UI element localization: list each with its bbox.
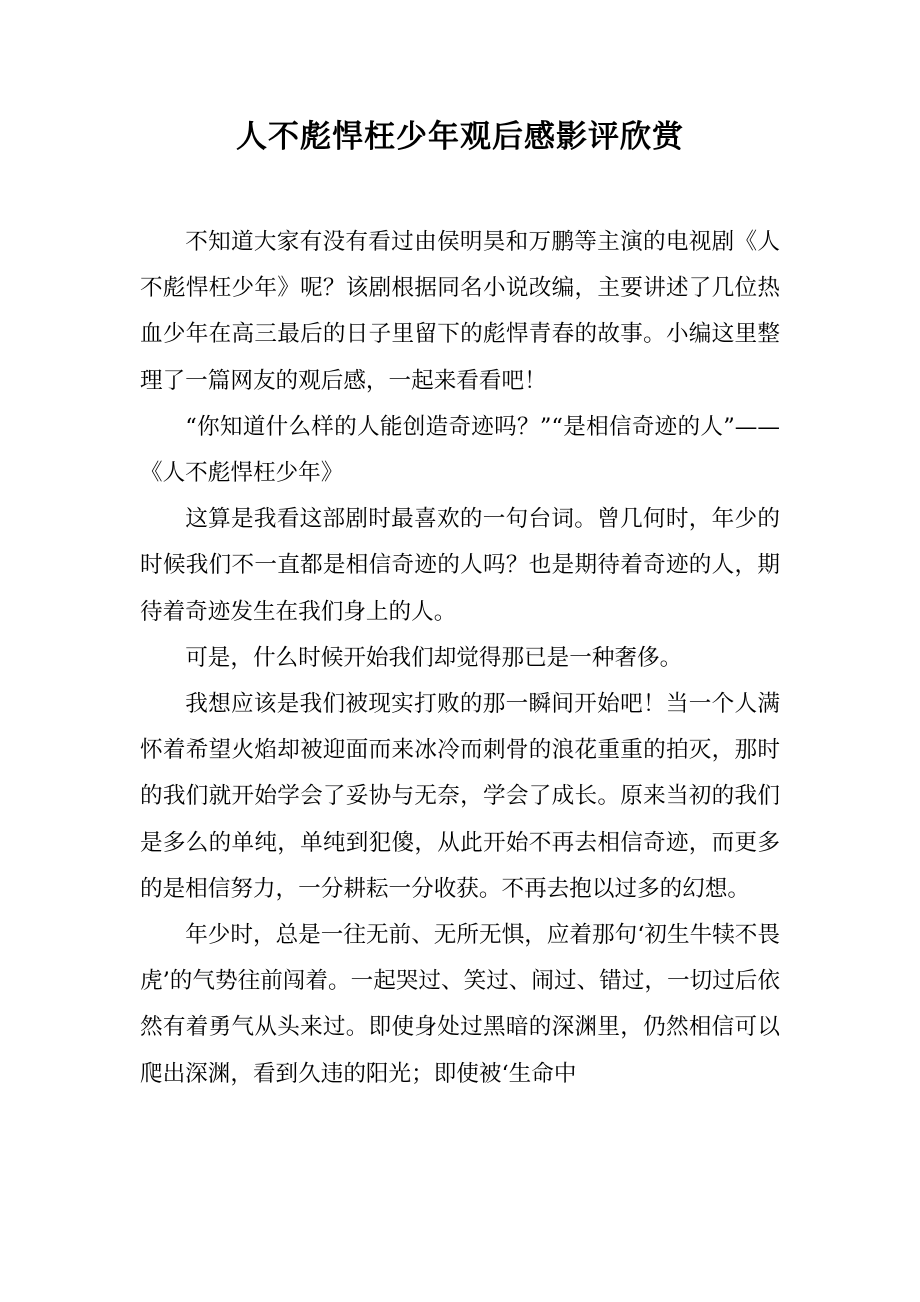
paragraph-intro: 不知道大家有没有看过由侯明昊和万鹏等主演的电视剧《人不彪悍枉少年》呢？该剧根据同名小说改编，主要讲述了几位热血少年在高三最后的日子里留下的彪悍青春的故事。小编这里整理了一篇网友的观后感，一起来看看吧！ xyxy=(140,229,780,394)
document-title: 人不彪悍枉少年观后感影评欣赏 xyxy=(236,119,684,155)
document-body xyxy=(140,219,780,1097)
paragraph-youth: 年少时，总是一往无前、无所无惧，应着那句‘初生牛犊不畏虎’的气势往前闯着。一起哭过、笑过、闹过、错过，一切过后依然有着勇气从头来过。即使身处过黑暗的深渊里，仍然相信可以爬出深渊，看到久违的阳光；即使被‘生命中 xyxy=(140,922,780,1087)
paragraph-luxury: 可是，什么时候开始我们却觉得那已是一种奢侈。 xyxy=(185,644,683,671)
paragraph-reality: 我想应该是我们被现实打败的那一瞬间开始吧！当一个人满怀着希望火焰却被迎面而来冰冷而刺骨的浪花重重的拍灭，那时的我们就开始学会了妥协与无奈，学会了成长。原来当初的我们是多么的单纯，单纯到犯傻，从此开始不再去相信奇迹，而更多的是相信努力，一分耕耘一分收获。不再去抱以过多的幻想。 xyxy=(140,691,780,902)
paragraph-favorite-line: 这算是我看这部剧时最喜欢的一句台词。曾几何时，年少的时候我们不一直都是相信奇迹的人吗？也是期待着奇迹的人，期待着奇迹发生在我们身上的人。 xyxy=(140,506,780,625)
paragraph-quote: “你知道什么样的人能创造奇迹吗？”“是相信奇迹的人”——《人不彪悍枉少年》 xyxy=(140,413,780,487)
